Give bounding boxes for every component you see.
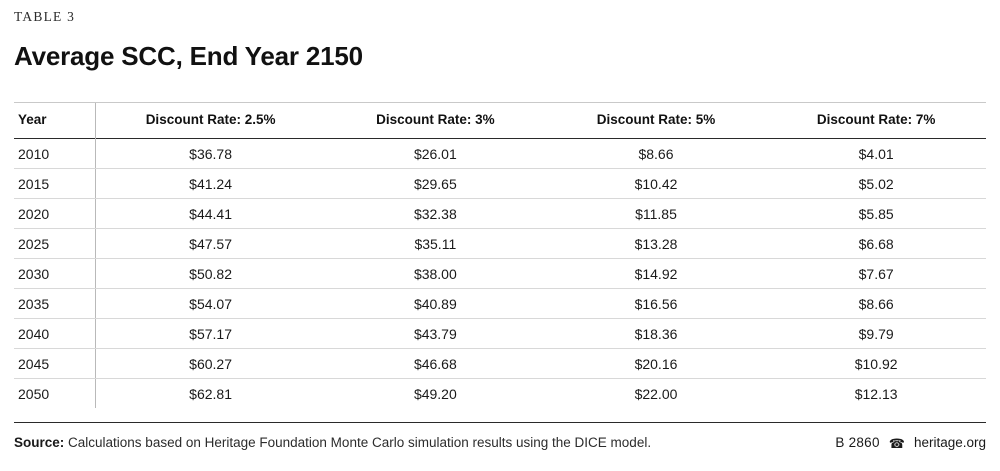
table-row <box>14 379 986 409</box>
cell-value: $14.92 <box>546 259 767 289</box>
cell-value: $49.20 <box>413 385 457 402</box>
cell-value: $8.66 <box>766 289 986 319</box>
cell-value: $26.01 <box>325 139 546 169</box>
table-label: TABLE 3 <box>14 9 76 24</box>
cell-year: 2015 <box>14 169 96 199</box>
column-header-discount-5: Discount Rate: 5% <box>596 112 716 127</box>
cell-value: $10.92 <box>766 349 986 379</box>
table-row <box>14 199 986 229</box>
cell-value: $60.27 <box>96 349 325 379</box>
cell-value: $50.82 <box>96 259 325 289</box>
cell-value: $57.17 <box>96 319 325 349</box>
table-row <box>14 319 986 349</box>
cell-value: $5.85 <box>766 199 986 229</box>
cell-value: $38.00 <box>325 259 546 289</box>
column-header-discount-3: Discount Rate: 3% <box>376 112 495 127</box>
data-table <box>14 103 986 408</box>
cell-value: $47.57 <box>96 229 325 259</box>
cell-value: $29.65 <box>325 169 546 199</box>
cell-value: $7.67 <box>766 259 986 289</box>
cell-value: $4.01 <box>766 139 986 169</box>
cell-value: $41.24 <box>96 169 325 199</box>
report-code: B 2860 <box>835 435 880 450</box>
source-text: Calculations based on Heritage Foundation Monte Carlo simulation results using the DICE model. <box>64 435 652 450</box>
source-note <box>14 435 835 450</box>
table-header-row <box>14 103 986 139</box>
cell-value: $20.16 <box>546 349 767 379</box>
cell-year: 2035 <box>14 289 96 319</box>
cell-value: $44.41 <box>96 199 325 229</box>
column-header-year: Year <box>14 103 96 139</box>
cell-value: $6.68 <box>766 229 986 259</box>
cell-value: $43.79 <box>325 319 546 349</box>
cell-year: 2045 <box>14 349 96 379</box>
cell-value: $36.78 <box>96 139 325 169</box>
cell-value: $40.89 <box>325 289 546 319</box>
column-header-discount-7: Discount Rate: 7% <box>816 112 936 127</box>
brand-block <box>835 435 986 450</box>
table-row <box>14 169 986 199</box>
cell-year: 2040 <box>14 319 96 349</box>
cell-value: $13.28 <box>546 229 767 259</box>
cell-value: $9.79 <box>766 319 986 349</box>
table-row <box>14 139 986 169</box>
cell-value: $5.02 <box>766 169 986 199</box>
cell-value: $35.11 <box>325 229 546 259</box>
cell-year: 2020 <box>14 199 96 229</box>
table-header <box>14 103 986 139</box>
heritage-logo-icon: ☎ <box>888 436 905 451</box>
footer-divider <box>14 422 986 423</box>
cell-value: $16.56 <box>546 289 767 319</box>
source-label: Source: <box>14 435 65 450</box>
cell-value: $54.07 <box>96 289 325 319</box>
cell-value: $8.66 <box>546 139 767 169</box>
table-row <box>14 289 986 319</box>
cell-value: $62.81 <box>189 385 232 402</box>
page-title: Average SCC, End Year 2150 <box>14 41 363 71</box>
cell-year: 2010 <box>14 139 96 169</box>
cell-value: $32.38 <box>325 199 546 229</box>
cell-value: $12.13 <box>854 385 898 402</box>
table-row <box>14 259 986 289</box>
table-row <box>14 229 986 259</box>
cell-value: $18.36 <box>546 319 767 349</box>
cell-value: $46.68 <box>325 349 546 379</box>
column-header-discount-2-5: Discount Rate: 2.5% <box>145 112 276 127</box>
cell-year: 2030 <box>14 259 96 289</box>
cell-value: $10.42 <box>546 169 767 199</box>
table-row <box>14 349 986 379</box>
cell-year: 2025 <box>14 229 96 259</box>
cell-value: $22.00 <box>634 385 678 402</box>
cell-value: $11.85 <box>546 199 767 229</box>
website-label[interactable]: heritage.org <box>913 435 986 450</box>
table-body <box>14 139 986 409</box>
cell-year: 2050 <box>14 379 96 409</box>
footer <box>14 435 986 450</box>
